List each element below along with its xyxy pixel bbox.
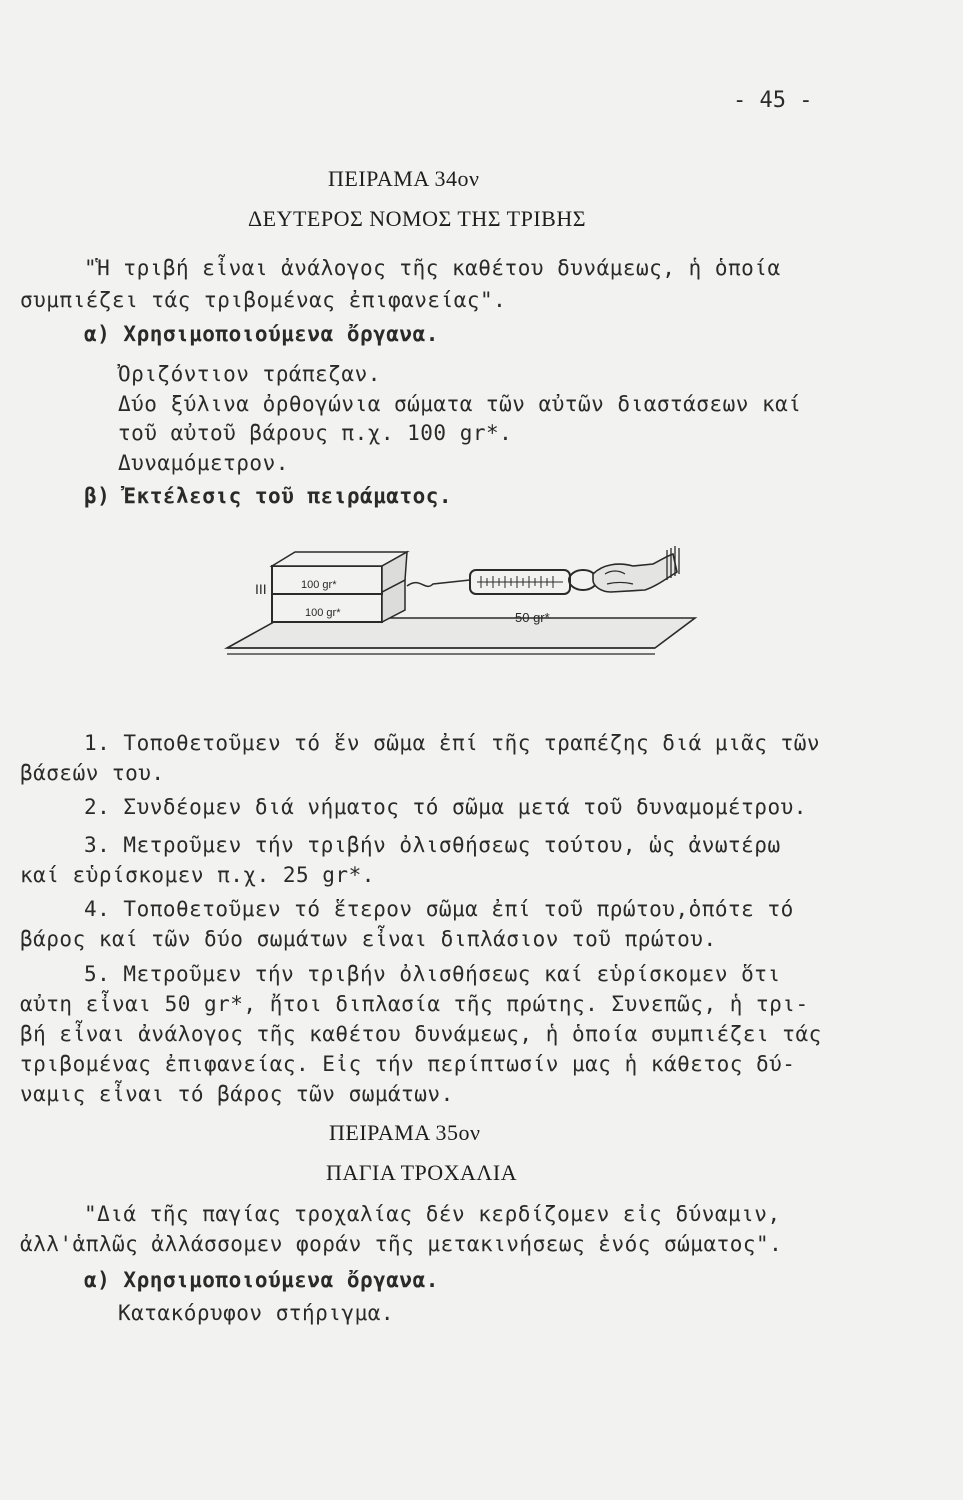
- table-surface: [227, 618, 695, 654]
- step-1-line-2: βάσεών του.: [20, 761, 165, 785]
- figure-roman-label: III: [255, 581, 267, 597]
- step-5-line-2: αὐτη εἶναι 50 gr*, ἤτοι διπλασία τῆς πρώτης. Συνεπῶς, ἡ τρι-: [20, 992, 809, 1016]
- top-block-label: 100 gr*: [301, 579, 337, 591]
- dynamometer: [470, 570, 597, 594]
- hand-icon: [593, 546, 679, 592]
- step-3-line-1: 3. Μετροῦμεν τήν τριβήν ὀλισθήσεως τούτου, ὡς ἀνωτέρω: [84, 833, 781, 857]
- law-34-line-2: συμπιέζει τάς τριβομένας ἐπιφανείας".: [20, 288, 507, 312]
- experiment-35-subtitle: ΠΑΓΙΑ ΤΡΟΧΑΛΙΑ: [326, 1160, 518, 1185]
- experiment-35-title: ΠΕΙΡΑΜΑ 35ον: [329, 1120, 481, 1145]
- experiment-34-title: ΠΕΙΡΑΜΑ 34ον: [328, 166, 480, 191]
- instrument-item: Κατακόρυφον στήριγμα.: [118, 1301, 395, 1325]
- step-5-line-4: τριβομένας ἐπιφανείας. Εἰς τήν περίπτωσίν μας ἡ κάθετος δύ-: [20, 1052, 796, 1076]
- instrument-item: Ὀριζόντιον τράπεζαν.: [118, 362, 381, 386]
- friction-experiment-figure: [215, 530, 705, 660]
- step-4-line-2: βάρος καί τῶν δύο σωμάτων εἶναι διπλάσιον τοῦ πρώτου.: [20, 927, 717, 951]
- law-34-line-1: "Ἡ τριβή εἶναι ἀνάλογος τῆς καθέτου δυνάμεως, ἡ ὁποία: [84, 256, 781, 280]
- top-block: [272, 552, 407, 594]
- instruments-heading-35: α) Χρησιμοποιούμενα ὄργανα.: [84, 1268, 439, 1292]
- step-1-line-1: 1. Τοποθετοῦμεν τό ἕν σῶμα ἐπί τῆς τραπέζης διά μιᾶς τῶν: [84, 731, 821, 755]
- string: [407, 580, 470, 586]
- instrument-item: Δυναμόμετρον.: [118, 451, 289, 475]
- step-5-line-1: 5. Μετροῦμεν τήν τριβήν ὀλισθήσεως καί εὑρίσκομεν ὅτι: [84, 962, 781, 986]
- instruments-heading-34: α) Χρησιμοποιούμενα ὄργανα.: [84, 322, 439, 346]
- step-5-line-3: βή εἶναι ἀνάλογος τῆς καθέτου δυνάμεως, ἡ ὁποία συμπιέζει τάς: [20, 1022, 822, 1046]
- step-3-line-2: καί εὑρίσκομεν π.χ. 25 gr*.: [20, 863, 375, 887]
- step-5-line-5: ναμις εἶναι τό βάρος τῶν σωμάτων.: [20, 1082, 454, 1106]
- experiment-34-subtitle: ΔΕΥΤΕΡΟΣ ΝΟΜΟΣ ΤΗΣ ΤΡΙΒΗΣ: [248, 206, 587, 231]
- bottom-block-label: 100 gr*: [305, 607, 341, 619]
- law-35-line-2: ἀλλ'ἁπλῶς ἀλλάσσομεν φοράν τῆς μετακινήσεως ἑνός σώματος".: [20, 1232, 783, 1256]
- instrument-item: Δύο ξύλινα ὀρθογώνια σώματα τῶν αὐτῶν διαστάσεων καί: [118, 392, 802, 416]
- procedure-heading-34: β) Ἐκτέλεσις τοῦ πειράματος.: [84, 484, 453, 508]
- law-35-line-1: "Διά τῆς παγίας τροχαλίας δέν κερδίζομεν εἰς δύναμιν,: [84, 1202, 781, 1226]
- step-4-line-1: 4. Τοποθετοῦμεν τό ἕτερον σῶμα ἐπί τοῦ πρώτου,ὁπότε τό: [84, 897, 794, 921]
- scale-reading-label: 50 gr*: [515, 610, 550, 625]
- instrument-item: τοῦ αὐτοῦ βάρους π.χ. 100 gr*.: [118, 421, 513, 445]
- page-number: - 45 -: [733, 88, 813, 113]
- step-2-line-1: 2. Συνδέομεν διά νήματος τό σῶμα μετά τοῦ δυναμομέτρου.: [84, 795, 807, 819]
